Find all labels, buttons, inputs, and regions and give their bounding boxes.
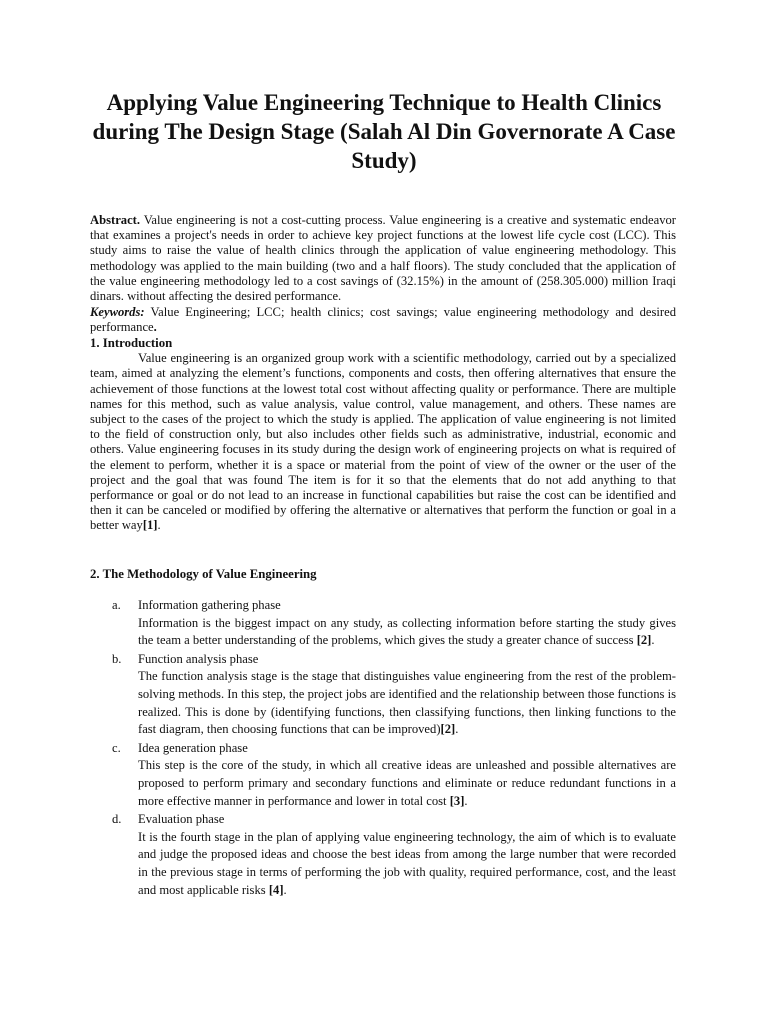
phase-end: . [651,633,655,648]
phase-title: Information gathering phase [138,598,281,612]
introduction-end: . [157,518,161,533]
abstract-paragraph [90,213,676,304]
abstract-label: Abstract. [90,213,141,227]
abstract-section [90,213,676,534]
methodology-section [90,567,676,583]
abstract-text: Value engineering is not a cost-cutting process. Value engineering is a creative and systematic endeavor that examines a project's needs in order to achieve key project functions at the lowest life cycle cost (LCC). This study aims to raise the value of health clinics through the application of value engineering methodology. This methodology was applied to the main building (two and a half floors). The study concluded that the application of the value engineering methodology led to a cost savings of (32.15%) in the amount of (258.305.000) million Iraqi dinars. without affecting the desired performance. [90,213,676,304]
phase-letter: d. [112,812,122,827]
methodology-heading: 2. The Methodology of Value Engineering [90,567,317,581]
phase-item [112,811,676,899]
phase-text: This step is the core of the study, in which all creative ideas are unleashed and possible alternatives are proposed to perform primary and secondary functions and eliminate or reduce redundant functions in a more effective manner in performance and lower in total cost [138,758,676,808]
introduction-heading: 1. Introduction [90,335,173,350]
phase-text: It is the fourth stage in the plan of applying value engineering technology, the aim of which is to evaluate and judge the proposed ideas and choose the best ideas from among the large number that were recorded in the previous stage in terms of performing the job with quality, required performance, cost, and the least and most applicable risks [138,829,676,897]
phase-text: Information is the biggest impact on any study, as collecting information before starting the study gives the team a better understanding of the problems, which gives the study a greater chance of success [138,615,676,648]
keywords-label: Keywords: [90,305,145,320]
phase-ref: [2] [440,722,456,737]
introduction-text: Value engineering is an organized group work with a scientific methodology, carried out by a specialized team, aimed at analyzing the element’s functions, components and costs, then offering alternatives that ensure the achievement of those functions at the lowest total cost without affecting quality or performance. There are multiple names for this method, such as value analysis, value control, value management, and others. These names are subject to the cases of the project to which the study is applied. The application of value engineering is not limited to the field of construction only, but also includes other fields such as administrative, industrial, economic and others. Value engineering focuses in its study during the design work of engineering projects on what is required of the element to perform, whether it is a space or material from the point of view of the owner or the user of the project and the goal that was found The item is for it so that the elements that do not add anything to that performance or goal or do not lead to an increase in functional capabilities but raise the cost can be identified and then it can be canceled or modified by offering the alternative or alternatives that perform the function or goal in a better way [90,351,676,533]
introduction-paragraph [90,351,676,533]
phase-title: Idea generation phase [138,740,248,755]
phase-body [138,668,676,738]
phase-letter: b. [112,651,122,666]
phase-body [138,615,676,650]
keywords-paragraph [90,305,676,335]
introduction-ref: [1] [142,518,158,533]
phase-ref: [2] [636,633,652,648]
phase-letter: c. [112,740,121,755]
phase-end: . [464,793,468,808]
phase-letter: a. [112,598,121,612]
phase-ref: [4] [268,882,284,897]
paper-title: Applying Value Engineering Technique to Health Clinics during The Design Stage (Salah Al Din Governorate A Case Study) [92,90,676,173]
phase-end: . [455,722,459,737]
phase-end: . [283,882,287,897]
phase-item [112,597,676,650]
phase-item [112,651,676,739]
phase-title: Function analysis phase [138,651,259,666]
phase-body [138,829,676,899]
phase-ref: [3] [449,793,465,808]
phase-body [138,757,676,810]
phases-list [112,597,676,900]
phase-title: Evaluation phase [138,812,225,827]
keywords-end: . [153,320,157,335]
keywords-text: Value Engineering; LCC; health clinics; cost savings; value engineering methodology and desired performance [90,305,676,335]
phase-item [112,740,676,810]
phase-text: The function analysis stage is the stage that distinguishes value engineering from the rest of the problem-solving methods. In this step, the project jobs are identified and the relationship between those functions is realized. This is done by (identifying functions, then classifying functions, then linking functions to the fast diagram, then choosing functions that can be improved) [138,669,676,737]
